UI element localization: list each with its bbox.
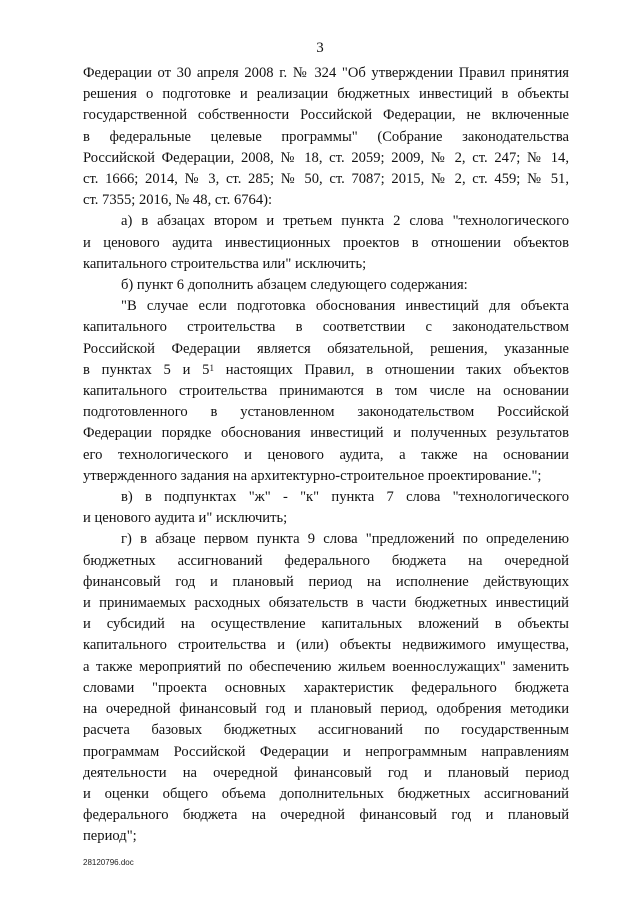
text-line: капитального строительства или" исключить; [83, 255, 367, 272]
text-line: "В случае если подготовка обоснования инвестиций для объекта [121, 298, 569, 315]
document-body [83, 63, 569, 848]
text-line: программам Российской Федерации и непрограммным направлениям [83, 743, 569, 760]
text-line: бюджетных ассигнований федерального бюджета на очередной [83, 552, 569, 569]
text-line: и оценки общего объема дополнительных бюджетных ассигнований [83, 785, 569, 802]
text-line: капитального строительства и (или) объекты недвижимого имущества, [83, 637, 569, 654]
text-line: в федеральные целевые программы" (Собрание законодательства [83, 128, 569, 145]
text-line: словами "проекта основных характеристик федерального бюджета [83, 679, 569, 696]
text-line: ст. 1666; 2014, № 3, ст. 285; № 50, ст. 7087; 2015, № 2, ст. 459; № 51, [83, 171, 569, 188]
text-line: деятельности на очередной финансовый год и плановый период [83, 764, 569, 781]
text-line: г) в абзаце первом пункта 9 слова "предложений по определению [121, 531, 569, 548]
text-line: а также мероприятий по обеспечению жильем военнослужащих" заменить [83, 658, 569, 675]
text-line: период"; [83, 828, 137, 845]
text-line: и ценового аудита инвестиционных проектов в отношении объектов [83, 234, 569, 251]
text-fragment: в пунктах 5 и 5 [83, 361, 210, 378]
text-line: и ценового аудита и" исключить; [83, 510, 288, 527]
page-number: 3 [316, 40, 324, 56]
text-line: ст. 7355; 2016, № 48, ст. 6764): [83, 192, 273, 209]
text-line: подготовленного в установленном законодательством Российской [83, 404, 569, 421]
text-line [83, 360, 569, 381]
text-line: капитального строительства в соответствии с законодательством [83, 319, 569, 336]
text-line: Российской Федерации является обязательной, решения, указанные [83, 340, 569, 357]
text-line: Федерации порядке обоснования инвестиций и полученных результатов [83, 425, 569, 442]
text-line: расчета базовых бюджетных ассигнований по государственным [83, 722, 569, 739]
text-line: государственной собственности Российской Федерации, не включенные [83, 107, 569, 124]
text-line: его технологического и ценового аудита, а также на основании [83, 446, 569, 463]
file-name-footer: 28120796.doc [83, 858, 134, 867]
text-line: утвержденного задания на архитектурно-строительное проектирование."; [83, 467, 542, 484]
text-line: б) пункт 6 дополнить абзацем следующего содержания: [121, 277, 468, 294]
text-line: и принимаемых расходных обязательств в части бюджетных инвестиций [83, 595, 569, 612]
text-line: на очередной финансовый год и плановый период, одобрения методики [83, 701, 569, 718]
text-fragment: настоящих Правил, в отношении таких объектов [213, 361, 569, 378]
text-line: и субсидий на осуществление капитальных вложений в объекты [83, 616, 569, 633]
superscript: 1 [209, 362, 214, 373]
text-line: федерального бюджета на очередной финансовый год и плановый [83, 807, 569, 824]
text-line: а) в абзацах втором и третьем пункта 2 слова "технологического [121, 213, 569, 230]
text-line: капитального строительства принимаются в том числе на основании [83, 383, 569, 400]
text-line: Российской Федерации, 2008, № 18, ст. 2059; 2009, № 2, ст. 247; № 14, [83, 149, 569, 166]
text-line: решения о подготовке и реализации бюджетных инвестиций в объекты [83, 86, 569, 103]
text-line: финансовый год и плановый период на исполнение действующих [83, 573, 569, 590]
text-line: в) в подпунктах "ж" - "к" пункта 7 слова "технологического [121, 489, 569, 506]
text-line: Федерации от 30 апреля 2008 г. № 324 "Об утверждении Правил принятия [83, 65, 569, 81]
